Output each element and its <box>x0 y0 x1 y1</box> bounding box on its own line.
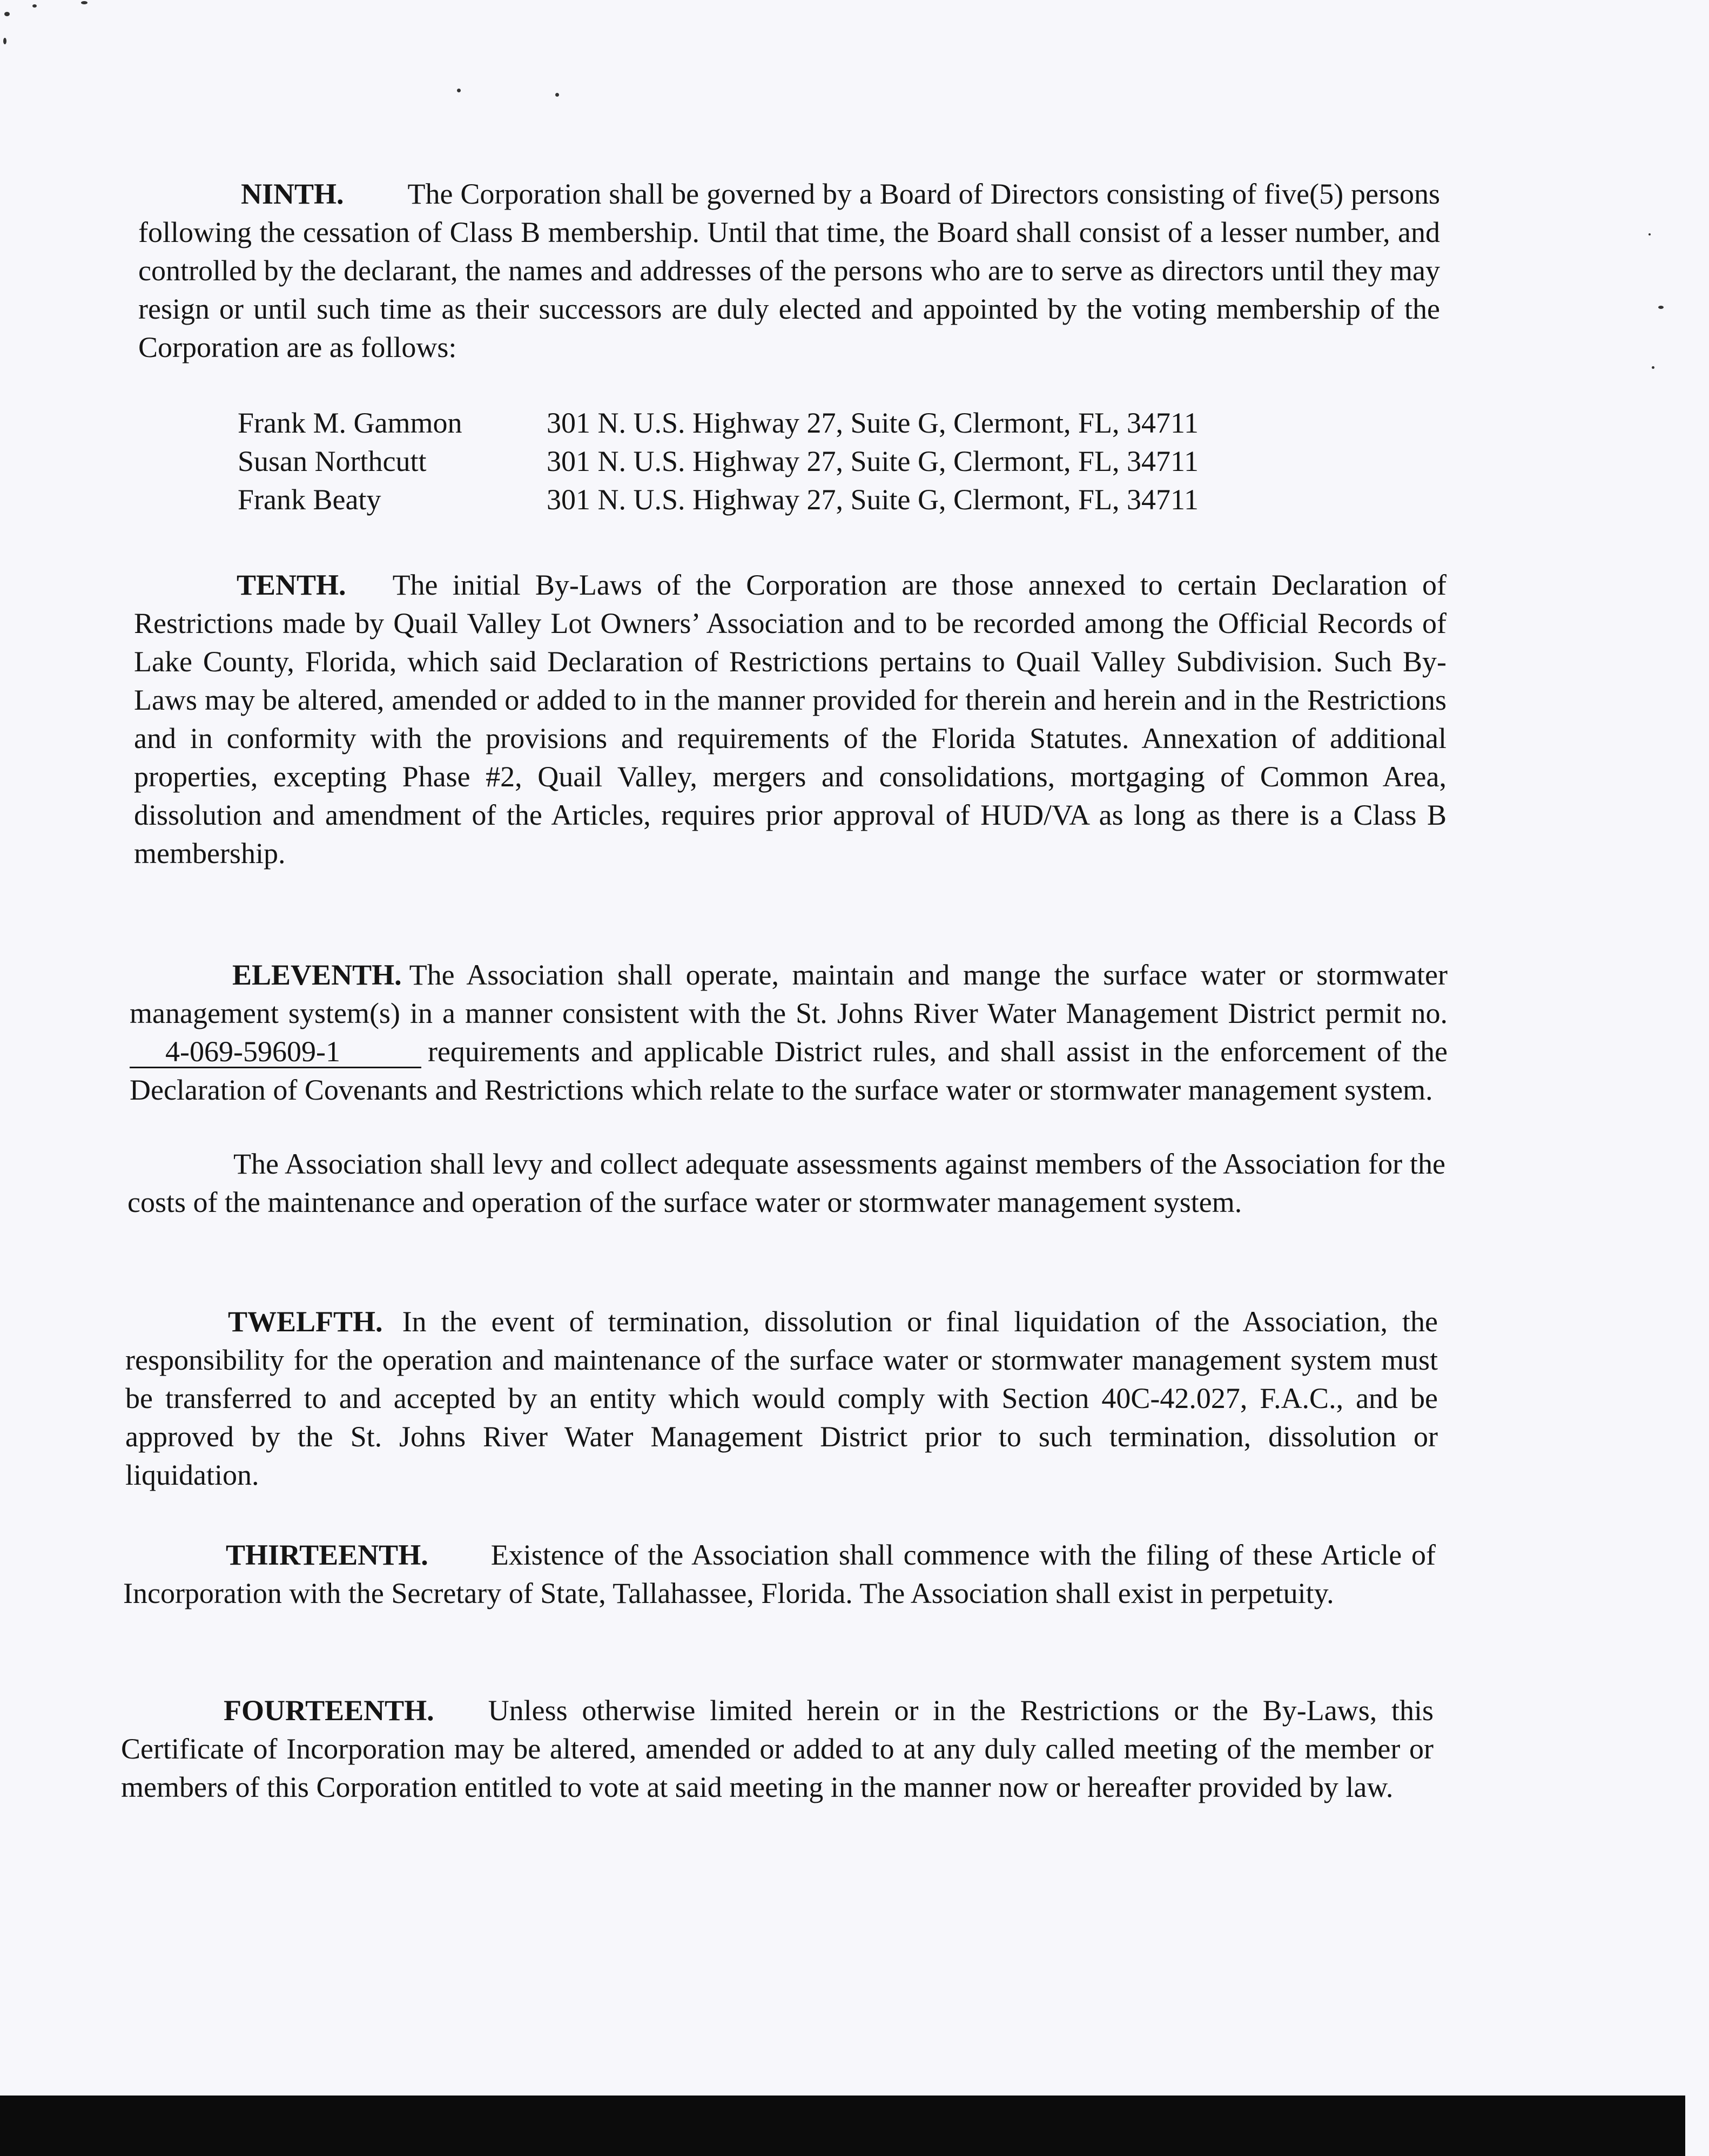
director-address: 301 N. U.S. Highway 27, Suite G, Clermont, FL, 34711 <box>547 445 1199 477</box>
scan-speck <box>3 38 6 44</box>
article-heading: TENTH. <box>237 569 346 601</box>
article-eleventh-second <box>127 1145 1445 1222</box>
article-text: requirements and applicable District rules, and shall assist in the enforcement of the Declaration of Covenants and Restrictions which relate to the surface water or stormwater management system. <box>130 1035 1448 1106</box>
article-eleventh <box>130 956 1448 1109</box>
scan-speck <box>4 12 10 16</box>
article-thirteenth <box>123 1536 1436 1613</box>
director-address: 301 N. U.S. Highway 27, Suite G, Clermont, FL, 34711 <box>547 483 1199 516</box>
article-heading: ELEVENTH. <box>232 959 402 991</box>
article-text: Existence of the Association shall commence with the filing of these Article of Incorporation with the Secretary of State, Tallahassee, Florida. The Association shall exist in perpetuity. <box>123 1539 1436 1609</box>
article-heading: THIRTEENTH. <box>226 1539 428 1571</box>
permit-number: 4-069-59609-1 <box>130 1036 421 1068</box>
scan-edge-bar <box>0 2096 1685 2156</box>
article-twelfth <box>125 1303 1438 1494</box>
article-tenth <box>134 566 1446 873</box>
director-name: Frank Beaty <box>238 483 381 516</box>
director-row <box>238 442 1199 481</box>
directors-list <box>238 404 1199 519</box>
scan-speck <box>32 4 37 8</box>
article-heading: FOURTEENTH. <box>224 1694 434 1727</box>
article-text: In the event of termination, dissolution or final liquidation of the Association, the responsibility for the operation and maintenance of the surface water or stormwater management system must be transferred to and accepted by an entity which would comply with Section 40C-42.027, F.A.C., and be approved by the St. Johns River Water Management District prior to such termination, dissolution or liquidation. <box>125 1305 1438 1491</box>
director-name: Susan Northcutt <box>238 445 427 477</box>
director-address: 301 N. U.S. Highway 27, Suite G, Clermont, FL, 34711 <box>547 407 1199 439</box>
scan-speck <box>555 93 559 97</box>
director-row <box>238 404 1199 442</box>
article-text: The Association shall operate, maintain and mange the surface water or stormwater management system(s) in a manner consistent with the St. Johns River Water Management District permit no. <box>130 959 1448 1029</box>
article-text: The Association shall levy and collect adequate assessments against members of the Association for the costs of the maintenance and operation of the surface water or stormwater management system. <box>127 1148 1445 1218</box>
article-fourteenth <box>121 1692 1434 1807</box>
scan-speck <box>1652 366 1654 369</box>
article-ninth <box>138 175 1440 367</box>
article-text: The Corporation shall be governed by a Board of Directors consisting of five(5) persons following the cessation of Class B membership. Until that time, the Board shall consist of a lesser number, and controlled by the declarant, the names and addresses of the persons who are to serve as directors until they may resign or until such time as their successors are duly elected and appointed by the voting membership of the Corporation are as follows: <box>138 178 1440 363</box>
article-text: Unless otherwise limited herein or in the Restrictions or the By-Laws, this Certificate of Incorporation may be altered, amended or added to at any duly called meeting of the member or members of this Corporation entitled to vote at said meeting in the manner now or hereafter provided by law. <box>121 1694 1434 1803</box>
director-row <box>238 481 1199 519</box>
article-text: The initial By-Laws of the Corporation are those annexed to certain Declaration of Restrictions made by Quail Valley Lot Owners’ Association and to be recorded among the Official Records of Lake County, Florida, which said Declaration of Restrictions pertains to Quail Valley Subdivision. Such By-Laws may be altered, amended or added to in the manner provided for therein and herein and in the Restrictions and in conformity with the provisions and requirements of the Florida Statutes. Annexation of additional properties, excepting Phase #2, Quail Valley, mergers and consolidations, mortgaging of Common Area, dissolution and amendment of the Articles, requires prior approval of HUD/VA as long as there is a Class B membership. <box>134 569 1446 870</box>
article-heading: NINTH. <box>241 178 344 210</box>
scan-speck <box>1658 306 1664 309</box>
scan-speck <box>1649 233 1651 235</box>
director-name: Frank M. Gammon <box>238 407 462 439</box>
scan-speck <box>81 1 88 4</box>
article-heading: TWELFTH. <box>228 1305 383 1338</box>
scan-speck <box>457 89 461 92</box>
